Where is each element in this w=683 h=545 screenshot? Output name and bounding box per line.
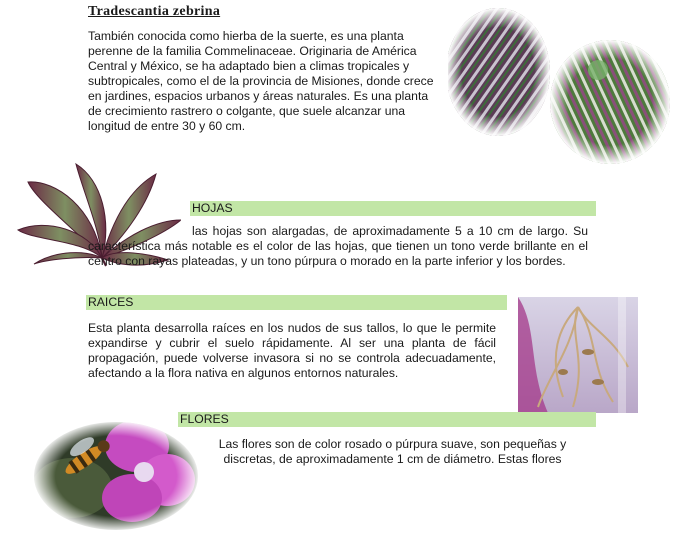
plant-photos-icon bbox=[448, 6, 673, 168]
roots-in-jar-photo-icon bbox=[518, 297, 638, 413]
section-heading-raices: RAICES bbox=[86, 295, 507, 310]
section-heading-hojas: HOJAS bbox=[190, 201, 596, 216]
intro-paragraph: También conocida como hierba de la suerte, es una planta perenne de la familia Commelinaceae. Originaria de América Central y México, se ha adaptado bien a climas tropicales y subtropicales, como el de la provincia de Misiones, donde crece en jardines, espacios urbanos y áreas naturales. Es una planta de crecimiento rastrero o colgante, que suele alcanzar una longitud de entre 30 y 60 cm. bbox=[88, 29, 434, 133]
flower-with-bee-photo-icon bbox=[32, 418, 200, 530]
flores-paragraph: Las flores son de color rosado o púrpura suave, son pequeñas y discretas, de aproximadamente 1 cm de diámetro. Estas flores bbox=[218, 437, 567, 466]
hojas-paragraph: las hojas son alargadas, de aproximadamente 5 a 10 cm de largo. Su característica más notable es el color de las hojas, que tienen un tono verde brillante en el centro con rayas plateadas, y un tono púrpura o morado en la parte inferior y los bordes. bbox=[88, 224, 588, 268]
section-heading-flores: FLORES bbox=[178, 412, 596, 427]
page-title: Tradescantia zebrina bbox=[88, 4, 221, 19]
raices-paragraph: Esta planta desarrolla raíces en los nudos de sus tallos, lo que le permite expandirse y cubrir el suelo rápidamente. Al ser una planta de fácil propagación, puede volverse invasora si no se controla adecuadamente, afectando a la flora nativa en algunos entornos naturales. bbox=[88, 321, 496, 380]
